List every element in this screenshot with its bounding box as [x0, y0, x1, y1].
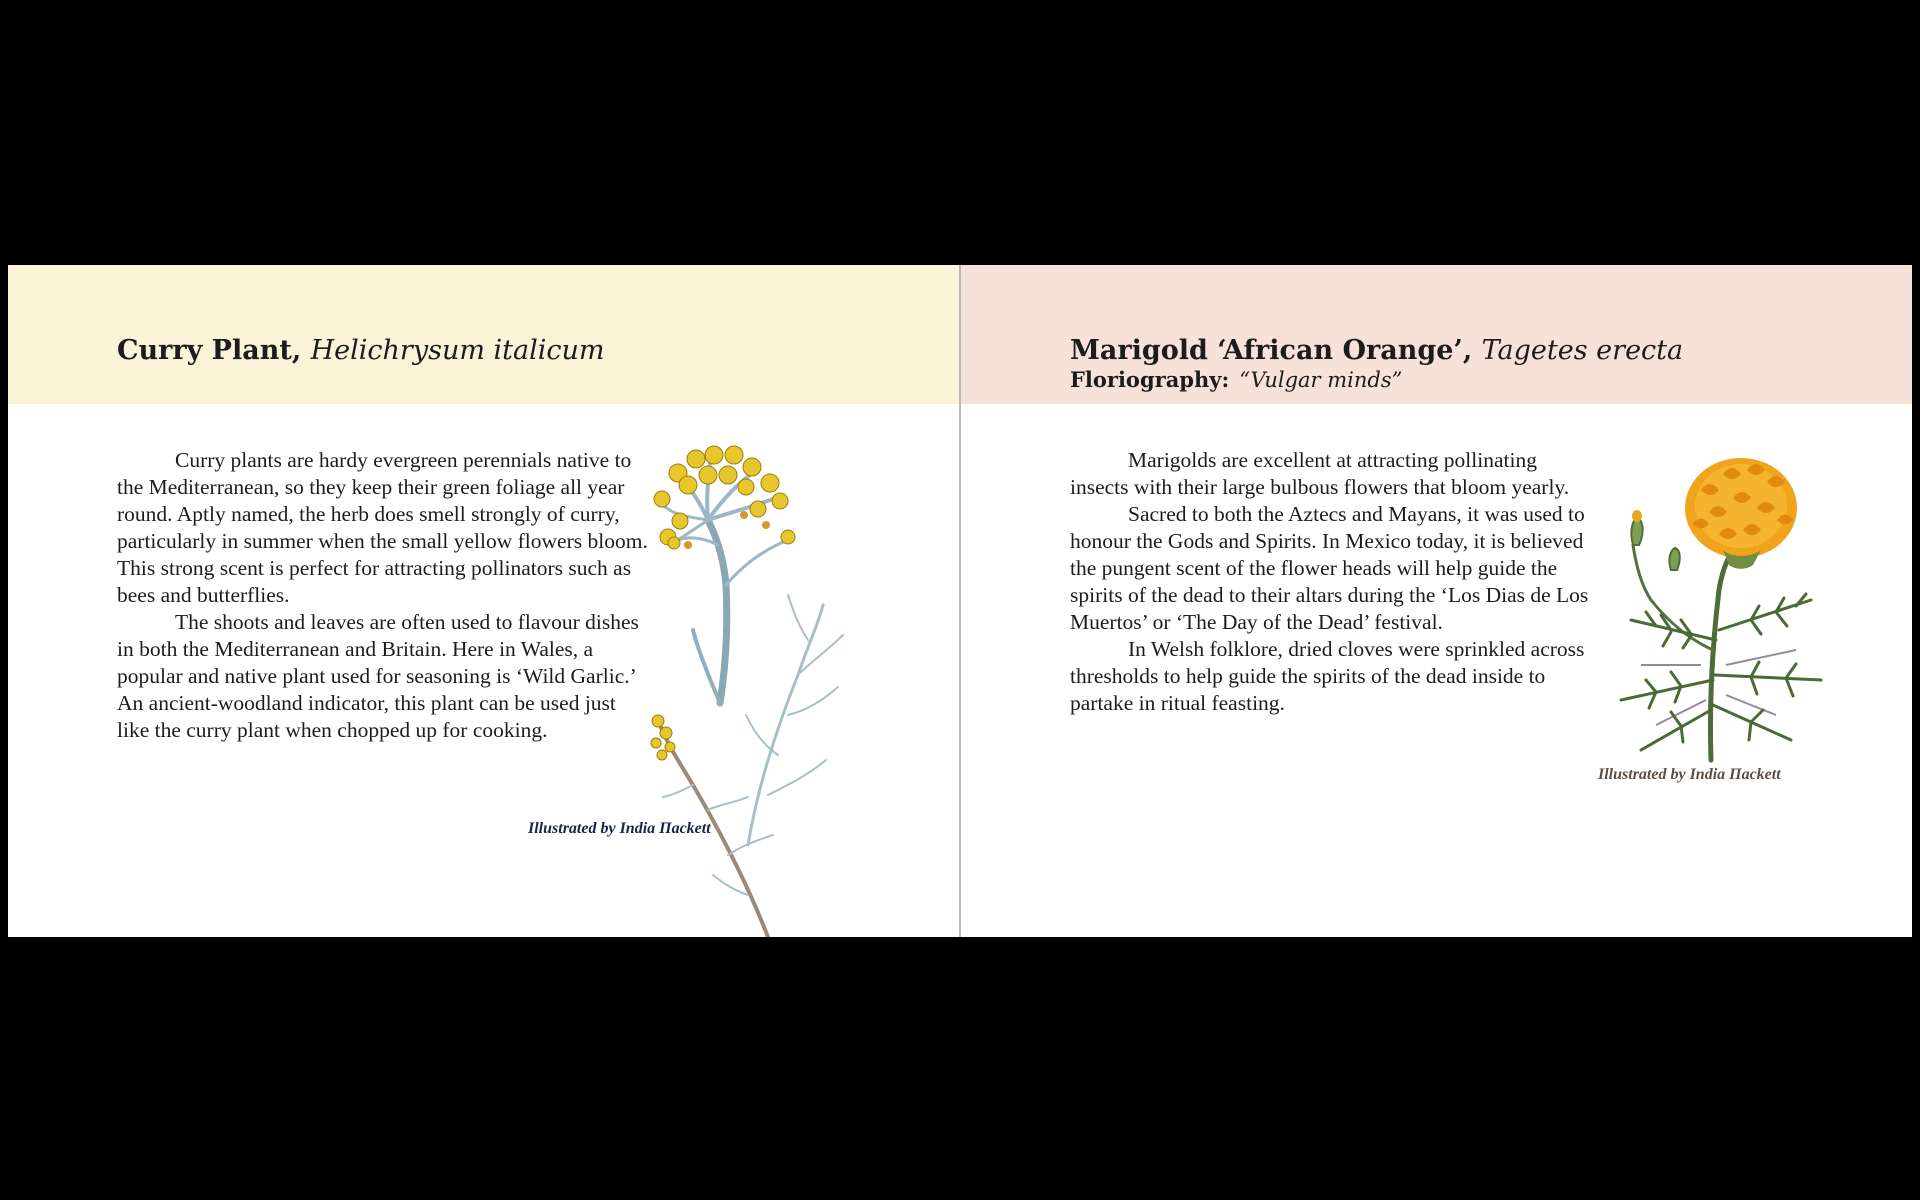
floriography-line: [1070, 367, 1402, 393]
right-paragraph-1: Marigolds are excellent at attracting pollinating insects with their large bulbous flowers that bloom yearly.: [1070, 448, 1570, 499]
book-spread: [8, 265, 1912, 937]
floriography-label: Floriography:: [1070, 367, 1230, 392]
left-page-title: [117, 335, 605, 367]
right-title-common: Marigold ‘African Orange’,: [1070, 335, 1473, 366]
right-page: [961, 265, 1912, 937]
left-body-text: [117, 447, 652, 744]
curry-plant-illustration: [648, 425, 878, 937]
left-title-common: Curry Plant,: [117, 335, 302, 366]
right-paragraph-3: In Welsh folklore, dried cloves were sprinkled across thresholds to help guide the spirits of the dead inside to partake in ritual feasting.: [1070, 637, 1585, 715]
left-title-latin: Helichrysum italicum: [310, 335, 605, 366]
marigold-illustration: [1601, 450, 1851, 770]
left-illustration-credit: Illustrated by India Пackett: [528, 820, 711, 837]
floriography-value: “Vulgar minds”: [1239, 368, 1403, 392]
right-paragraph-2: Sacred to both the Aztecs and Mayans, it was used to honour the Gods and Spirits. In Mexico today, it is believed the pungent scent of the flower heads will help guide the spirits of the dead to their altars during the ‘Los Dias de Los Muertos’ or ‘The Day of the Dead’ festival.: [1070, 502, 1589, 634]
right-illustration-credit: Illustrated by India Пackett: [1598, 766, 1781, 783]
right-page-title: [1070, 335, 1683, 367]
left-paragraph-1: Curry plants are hardy evergreen perennials native to the Mediterranean, so they keep their green foliage all year round. Aptly named, the herb does smell strongly of curry, particularly in summer when the small yellow flowers bloom. This strong scent is perfect for attracting pollinators such as bees and butterflies.: [117, 448, 648, 607]
left-paragraph-2: The shoots and leaves are often used to flavour dishes in both the Mediterranean and Britain. Here in Wales, a popular and native plant used for seasoning is ‘Wild Garlic.’ An ancient-woodland indicator, this plant can be used just like the curry plant when chopped up for cooking.: [117, 610, 639, 742]
right-body-text: [1070, 447, 1595, 717]
left-page: [8, 265, 959, 937]
right-title-latin: Tagetes erecta: [1481, 335, 1684, 366]
